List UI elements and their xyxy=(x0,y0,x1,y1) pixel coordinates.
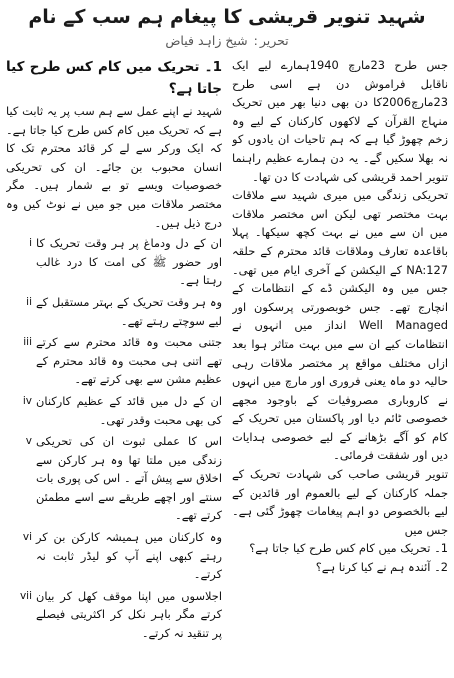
list-item xyxy=(6,432,222,525)
qualities-list xyxy=(6,234,222,642)
article-title: شہید تنویر قریشی کا پیغام ہم سب کے نام xyxy=(28,6,426,28)
list-item-number: iii xyxy=(23,336,32,349)
list-item xyxy=(6,528,222,584)
list-item-number: iv xyxy=(22,394,32,407)
paragraph: تحریکی زندگی میں میری شہید سے ملاقات بہت مختصر تھی لیکن اس مختصر ملاقات میں ان سے میں نے بہت کچھ سیکھا۔ پہلا باقاعدہ تعارف وملاقات قائد محترم کے حلقہ NA:127 کے الیکشن کے آخری ایام میں تھی۔ جس میں وہ الیکشن ڈے کے انتظامات کے انچارج تھے۔ جس خوبصورتی پرسکون اور Well Managed انداز میں انہوں نے انتظامات کیے ان سے میں بہت متاثر ہوا بعد ازاں مختلف مواقع پر مختصر ملاقات رہی حالیہ دو ماہ یعنی فروری اور مارچ میں انہوں نے کاروباری مصروفیات کے باوجود مجھے خصوصی ٹائم دیا اور پاکستان میں تحریک کے کام کو آگے بڑھانے کے لیے خصوصی ہدایات دیں اور شفقت فرمائی۔ xyxy=(232,188,448,463)
list-item-number: i xyxy=(29,237,32,250)
list-item xyxy=(6,293,222,330)
list-item xyxy=(6,333,222,389)
paragraph: شہید نے اپنے عمل سے ہم سب پر یہ ثابت کیا ہے کہ تحریک میں کام کس طرح کیا جاتا ہے۔ کہ ایک ورکر سے لے کر قائد محترم تک کا انسان محبوب بن جائے۔ ان کی تحریکی خصوصیات ویسے تو بے شمار ہیں۔ مگر مختصر ملاقات میں جو میں نے نوٹ کیں وہ درج ذیل ہیں۔ xyxy=(6,104,222,230)
byline xyxy=(6,32,448,52)
left-column xyxy=(6,56,222,674)
list-item-number: ii xyxy=(26,295,32,308)
question-item: 1۔ تحریک میں کام کس طرح کیا جاتا ہے؟ xyxy=(249,541,448,556)
list-item xyxy=(6,587,222,643)
list-item-text: جتنی محبت وہ قائد محترم سے کرتے تھے اتنی ہی محبت وہ قائد محترم کے عظیم مشن سے بھی کرتے تھے۔ xyxy=(36,335,222,387)
list-item xyxy=(6,392,222,429)
list-item-number: vi xyxy=(22,531,32,544)
right-column xyxy=(232,56,448,674)
list-item-text: اجلاسوں میں اپنا موقف کھل کر بیان کرتے مگر باہر نکل کر اکثریتی فیصلے پر تنقید نہ کرتے۔ xyxy=(36,588,222,641)
list-item-text: وہ کارکنان میں ہمیشہ کارکن بن کر رہتے کبھی اپنے آپ کو لیڈر ثابت نہ کرتے۔ xyxy=(36,530,222,582)
list-item-number: vii xyxy=(19,589,32,602)
section-heading: 1۔ تحریک میں کام کس طرح کیا جاتا ہے؟ xyxy=(6,59,222,97)
byline-separator: : xyxy=(253,33,258,48)
paragraph: تنویر قریشی صاحب کی شہادت تحریک کے جملہ کارکنان کے لیے بالعموم اور قائدین کے لیے بالخصوص دو اہم پیغامات چھوڑ گئی ہے۔ جس میں xyxy=(232,467,448,537)
list-item-text: ان کے دل میں قائد کے عظیم کارکنان کی بھی محبت وقدر تھی۔ xyxy=(36,393,222,427)
article-columns xyxy=(6,56,448,674)
author-name: شیخ زاہد فیاض xyxy=(165,33,248,48)
list-item-text: اس کا عملی ثبوت ان کی تحریکی زندگی میں ملتا تھا وہ ہر کارکن سے اخلاق سے پیش آتے ۔ اس کی پوری بات سنتے اور اچھے طریقے سے اسے مطمئن کرتے تھے۔ xyxy=(36,434,222,523)
paragraph: جس طرح 23مارچ 1940ہمارے لیے ایک ناقابل فراموش دن ہے اسی طرح 23مارچ2006کا دن بھی دنیا بھر میں تحریک منہاج القرآن کے لاکھوں کارکنان کے لیے وہ زخم چھوڑ گیا ہے کہ ہم تاحیات ان یادوں کو نہ بھلا سکیں گے۔ یہ دن ہمارے عظیم راہنما تنویر احمد قریشی کی شہادت کا دن تھا۔ xyxy=(232,58,448,184)
list-item-text: ان کے دل ودماغ پر ہر وقت تحریک کا اور حضور ﷺ کی امت کا درد غالب رہتا ہے۔ xyxy=(36,236,222,288)
list-item-text: وہ ہر وقت تحریک کے بہتر مستقبل کے لیے سوچتے رہتے تھے۔ xyxy=(36,294,222,328)
list-item-number: v xyxy=(25,435,32,448)
list-item xyxy=(6,234,222,290)
byline-label: تحریر xyxy=(259,33,289,48)
question-item: 2۔ آئندہ ہم نے کیا کرنا ہے؟ xyxy=(315,560,448,575)
